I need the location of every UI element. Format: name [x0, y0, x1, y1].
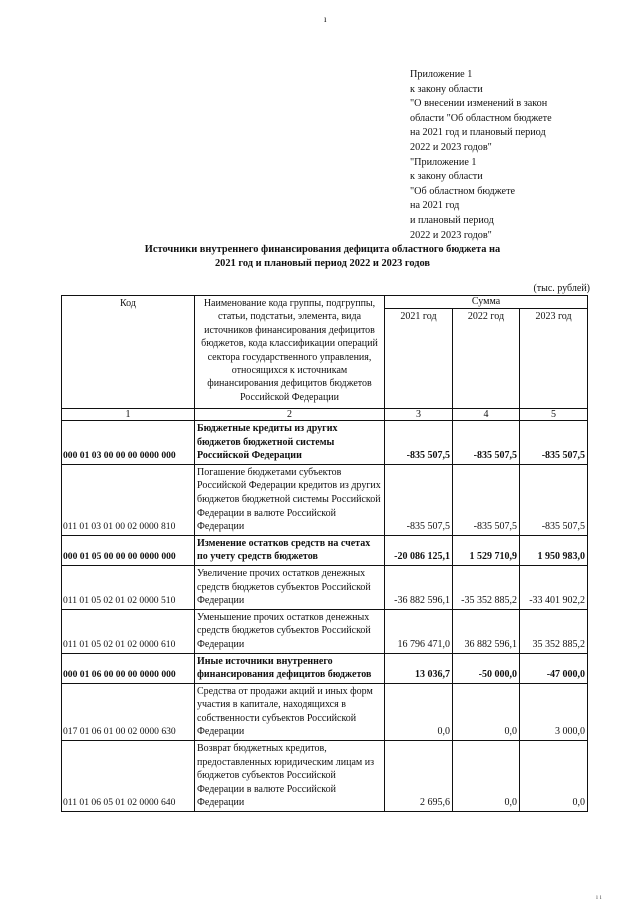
- header-year-2021: 2021 год: [385, 309, 453, 409]
- appendix-block: [410, 68, 620, 243]
- appendix-line: к закону области: [410, 171, 483, 183]
- appendix-line: "Об областном бюджете: [410, 185, 516, 197]
- row-value-2021: -835 507,5: [385, 421, 453, 465]
- row-value-2022: -835 507,5: [453, 421, 520, 465]
- appendix-line: к закону области: [410, 83, 483, 95]
- row-name: Бюджетные кредиты из других бюджетов бюджетной системы Российской Федерации: [195, 421, 385, 465]
- row-name: Увеличение прочих остатков денежных средств бюджетов субъектов Российской Федерации: [195, 565, 385, 609]
- row-code: 011 01 05 02 01 02 0000 510: [62, 565, 195, 609]
- row-value-2023: -47 000,0: [520, 653, 588, 683]
- appendix-line: области "Об областном бюджете: [410, 112, 552, 124]
- row-value-2022: 36 882 596,1: [453, 609, 520, 653]
- table-row: [62, 741, 588, 812]
- row-value-2021: 2 695,6: [385, 741, 453, 812]
- table-row: [62, 683, 588, 740]
- row-value-2021: 13 036,7: [385, 653, 453, 683]
- appendix-line: "О внесении изменений в закон: [410, 98, 548, 110]
- table-row: [62, 421, 588, 465]
- header-year-2022: 2022 год: [453, 309, 520, 409]
- row-value-2022: -50 000,0: [453, 653, 520, 683]
- row-value-2021: -36 882 596,1: [385, 565, 453, 609]
- row-code: 011 01 06 05 01 02 0000 640: [62, 741, 195, 812]
- row-value-2022: 0,0: [453, 741, 520, 812]
- corner-mark: ı ı: [596, 893, 602, 901]
- column-number: 2: [195, 409, 385, 421]
- appendix-line: Приложение 1: [410, 69, 473, 80]
- title-line-1: Источники внутреннего финансирования дефицита областного бюджета на: [144, 244, 501, 255]
- header-row: [62, 296, 588, 309]
- appendix-line: 2022 и 2023 годов": [410, 229, 492, 241]
- header-sum: Сумма: [385, 296, 588, 309]
- row-code: 011 01 03 01 00 02 0000 810: [62, 464, 195, 535]
- title-line-2: 2021 год и плановый период 2022 и 2023 годов: [214, 258, 431, 269]
- column-number: 4: [453, 409, 520, 421]
- column-number: 3: [385, 409, 453, 421]
- row-value-2023: 35 352 885,2: [520, 609, 588, 653]
- row-value-2022: 1 529 710,9: [453, 535, 520, 565]
- budget-table: [61, 295, 588, 812]
- header-year-2023: 2023 год: [520, 309, 588, 409]
- header-name: Наименование кода группы, подгруппы, статьи, подстатьи, элемента, вида источников финансирования дефицитов бюджетов, кода классификации операций сектора государственного управления, относящихся к источникам финансирования дефицитов бюджетов Российской Федерации: [195, 296, 385, 409]
- row-value-2022: -835 507,5: [453, 464, 520, 535]
- row-name: Изменение остатков средств на счетах по учету средств бюджетов: [195, 535, 385, 565]
- row-code: 011 01 05 02 01 02 0000 610: [62, 609, 195, 653]
- row-name: Погашение бюджетами субъектов Российской Федерации кредитов из других бюджетов бюджетной системы Российской Федерации в валюте Российской Федерации: [195, 464, 385, 535]
- column-number: 1: [62, 409, 195, 421]
- row-code: 000 01 03 00 00 00 0000 000: [62, 421, 195, 465]
- document-title: [60, 243, 585, 271]
- appendix-line: на 2021 год и плановый период: [410, 127, 546, 139]
- row-name: Возврат бюджетных кредитов, предоставленных юридическим лицам из бюджетов субъектов Российской Федерации в валюте Российской Федерации: [195, 741, 385, 812]
- row-value-2021: -835 507,5: [385, 464, 453, 535]
- table-row: [62, 535, 588, 565]
- row-name: Уменьшение прочих остатков денежных средств бюджетов субъектов Российской Федерации: [195, 609, 385, 653]
- table-row: [62, 609, 588, 653]
- page-mark: ı: [324, 14, 327, 24]
- row-value-2021: 16 796 471,0: [385, 609, 453, 653]
- table-row: [62, 464, 588, 535]
- appendix-line: на 2021 год: [410, 200, 460, 212]
- column-number: 5: [520, 409, 588, 421]
- row-code: 000 01 05 00 00 00 0000 000: [62, 535, 195, 565]
- row-value-2021: -20 086 125,1: [385, 535, 453, 565]
- row-code: 000 01 06 00 00 00 0000 000: [62, 653, 195, 683]
- header-code: Код: [62, 296, 195, 409]
- row-name: Иные источники внутреннего финансирования дефицитов бюджетов: [195, 653, 385, 683]
- row-value-2023: -835 507,5: [520, 421, 588, 465]
- row-name: Средства от продажи акций и иных форм участия в капитале, находящихся в собственности субъектов Российской Федерации: [195, 683, 385, 740]
- table-row: [62, 653, 588, 683]
- row-value-2023: 0,0: [520, 741, 588, 812]
- row-value-2023: 1 950 983,0: [520, 535, 588, 565]
- row-value-2022: -35 352 885,2: [453, 565, 520, 609]
- row-value-2021: 0,0: [385, 683, 453, 740]
- column-number-row: [62, 409, 588, 421]
- appendix-line: 2022 и 2023 годов": [410, 141, 492, 153]
- appendix-line: "Приложение 1: [410, 156, 477, 168]
- appendix-line: и плановый период: [410, 214, 494, 226]
- row-value-2022: 0,0: [453, 683, 520, 740]
- row-value-2023: -33 401 902,2: [520, 565, 588, 609]
- row-code: 017 01 06 01 00 02 0000 630: [62, 683, 195, 740]
- row-value-2023: -835 507,5: [520, 464, 588, 535]
- units-label: (тыс. рублей): [533, 283, 590, 294]
- table-row: [62, 565, 588, 609]
- row-value-2023: 3 000,0: [520, 683, 588, 740]
